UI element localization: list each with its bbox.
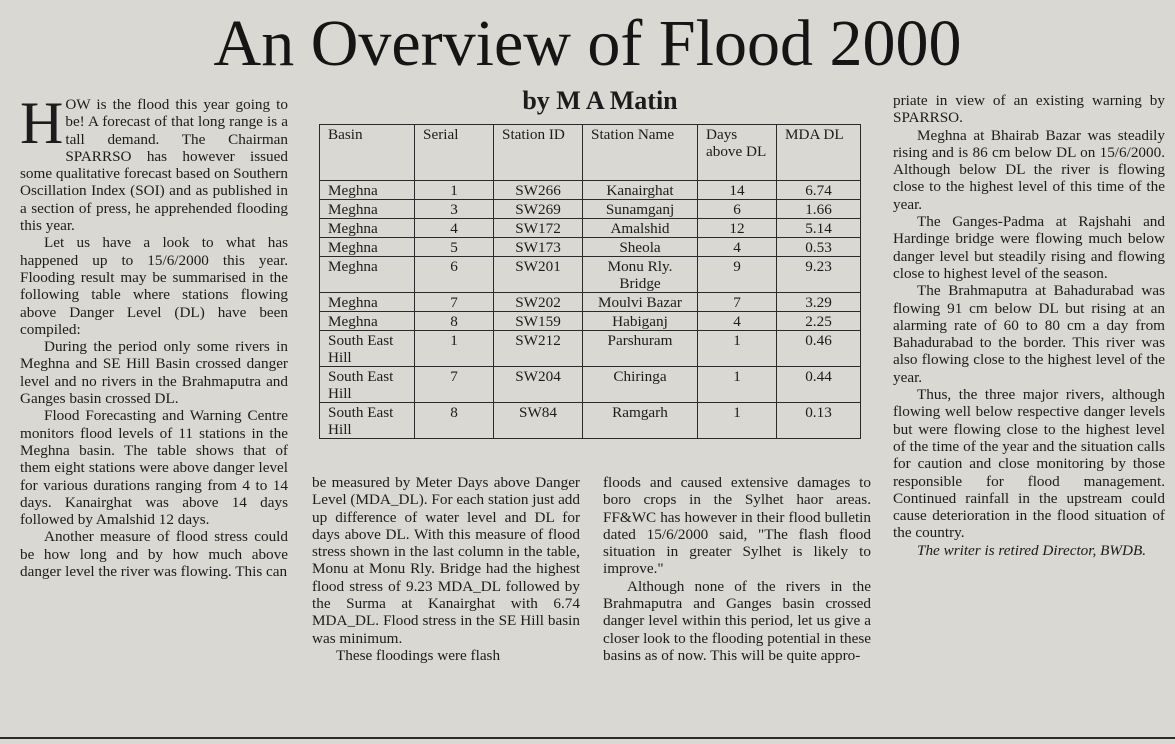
cell-mda-dl: 0.46	[777, 331, 861, 367]
cell-basin: South East Hill	[320, 367, 415, 403]
header-station-id: Station ID	[494, 125, 583, 181]
paragraph: Although none of the rivers in the Brahmaputra and Ganges basin crossed danger level within this period, let us give a closer look to the flooding potential in these basins as of now. This will be quite appro-	[603, 577, 871, 664]
cell-days-above-dl: 14	[698, 181, 777, 200]
cell-station-name: Sunamganj	[583, 200, 698, 219]
cell-days-above-dl: 4	[698, 312, 777, 331]
cell-station-name: Moulvi Bazar	[583, 293, 698, 312]
cell-days-above-dl: 6	[698, 200, 777, 219]
article-column-1	[20, 90, 288, 581]
table-row	[320, 219, 861, 238]
cell-days-above-dl: 4	[698, 238, 777, 257]
cell-serial: 7	[415, 293, 494, 312]
cell-station-id: SW84	[494, 403, 583, 439]
cell-station-id: SW204	[494, 367, 583, 403]
cell-days-above-dl: 1	[698, 403, 777, 439]
table-row	[320, 312, 861, 331]
cell-mda-dl: 0.53	[777, 238, 861, 257]
paragraph: floods and caused extensive damages to boro crops in the Sylhet haor areas. FF&WC has however in their flood bulletin dated 15/6/2000 said, "The flash flood situation in greater Sylhet is likely to improve."	[603, 474, 871, 578]
cell-mda-dl: 2.25	[777, 312, 861, 331]
cell-station-id: SW266	[494, 181, 583, 200]
cell-station-id: SW172	[494, 219, 583, 238]
cell-station-name: Chiringa	[583, 367, 698, 403]
headline: An Overview of Flood 2000	[213, 7, 962, 80]
cell-station-id: SW212	[494, 331, 583, 367]
author-note: The writer is retired Director, BWDB.	[917, 541, 1147, 559]
article-column-2	[312, 474, 580, 664]
cell-mda-dl: 9.23	[777, 257, 861, 293]
cell-days-above-dl: 1	[698, 331, 777, 367]
paragraph: The Ganges-Padma at Rajshahi and Hardinge bridge were flowing much below danger level but steadily rising and flowing close to highest level of the season.	[893, 213, 1165, 282]
table-row	[320, 293, 861, 312]
paragraph: Meghna at Bhairab Bazar was steadily rising and is 86 cm below DL on 15/6/2000. Although below DL the river is flowing close to the highest level of this time of the year.	[893, 126, 1165, 213]
cell-station-name: Habiganj	[583, 312, 698, 331]
paragraph: priate in view of an existing warning by SPARRSO.	[893, 92, 1165, 127]
cell-mda-dl: 1.66	[777, 200, 861, 219]
cell-station-name: Monu Rly. Bridge	[583, 257, 698, 293]
cell-serial: 1	[415, 181, 494, 200]
cell-days-above-dl: 7	[698, 293, 777, 312]
cell-station-id: SW269	[494, 200, 583, 219]
header-station-name: Station Name	[583, 125, 698, 181]
paragraph: Let us have a look to what has happened up to 15/6/2000 this year. Flooding result may be summarised in the following table where stations flowing above Danger Level (DL) have been compiled:	[20, 234, 288, 338]
cell-serial: 3	[415, 200, 494, 219]
table-row	[320, 403, 861, 439]
cell-station-name: Amalshid	[583, 219, 698, 238]
header-days-above-dl: Days above DL	[698, 125, 777, 181]
cell-basin: South East Hill	[320, 403, 415, 439]
paragraph: The Brahmaputra at Bahadurabad was flowing 91 cm below DL but rising at an alarming rate of 60 to 80 cm a day from Bahadurabad to the border. This river was also flowing close to the highest level of the year.	[893, 282, 1165, 386]
bottom-rule	[0, 737, 1175, 739]
paragraph: be measured by Meter Days above Danger Level (MDA_DL). For each station just add up difference of water level and DL for days above DL. With this measure of flood stress shown in the last column in the table, Monu at Monu Rly. Bridge had the highest flood stress of 9.23 MDA_DL followed by the Surma at Kanairghat with 6.74 MDA_DL. Flood stress in the SE Hill basin was minimum.	[312, 474, 580, 647]
cell-station-id: SW201	[494, 257, 583, 293]
table-row	[320, 367, 861, 403]
cell-station-name: Parshuram	[583, 331, 698, 367]
paragraph-text: OW is the flood this year going to be! A forecast of that long range is a tall demand. The Chairman SPARRSO has however issued some qualitative forecast based on Southern Oscillation Index (SOI) and as published in a section of press, he apprehended flooding this year.	[20, 96, 288, 235]
cell-days-above-dl: 1	[698, 367, 777, 403]
table-row	[320, 238, 861, 257]
cell-station-name: Kanairghat	[583, 181, 698, 200]
cell-station-id: SW202	[494, 293, 583, 312]
paragraph: During the period only some rivers in Meghna and SE Hill Basin crossed danger level and no rivers in the Brahmaputra and Ganges basin crossed DL.	[20, 338, 288, 408]
cell-basin: Meghna	[320, 200, 415, 219]
table-header-row	[320, 125, 861, 181]
article-column-4	[893, 92, 1165, 559]
cell-mda-dl: 6.74	[777, 181, 861, 200]
article-column-3	[603, 474, 871, 664]
cell-serial: 8	[415, 403, 494, 439]
cell-basin: Meghna	[320, 293, 415, 312]
table-row	[320, 181, 861, 200]
paragraph: Flood Forecasting and Warning Centre monitors flood levels of 11 stations in the Meghna basin. The table shows that of them eight stations were above danger level for various durations ranging from 4 to 14 days. Kanairghat was above 14 days followed by Amalshid 12 days.	[20, 407, 288, 529]
paragraph: Thus, the three major rivers, although flowing well below respective danger levels but were flowing close to the highest level of the time of the year and the situation calls for caution and close monitoring by those responsible for flood management. Continued rainfall in the upstream could cause deterioration in the flood situation of the country.	[893, 386, 1165, 542]
cell-station-name: Ramgarh	[583, 403, 698, 439]
paragraph: Another measure of flood stress could be how long and by how much above danger level the river was flowing. This can	[20, 528, 288, 581]
cell-basin: Meghna	[320, 181, 415, 200]
cell-mda-dl: 0.44	[777, 367, 861, 403]
drop-cap: H	[20, 90, 64, 156]
cell-serial: 8	[415, 312, 494, 331]
table-row	[320, 200, 861, 219]
paragraph	[20, 90, 288, 235]
cell-basin: Meghna	[320, 238, 415, 257]
cell-serial: 7	[415, 367, 494, 403]
cell-station-id: SW159	[494, 312, 583, 331]
header-serial: Serial	[415, 125, 494, 181]
cell-basin: Meghna	[320, 312, 415, 331]
cell-days-above-dl: 12	[698, 219, 777, 238]
table-row	[320, 257, 861, 293]
cell-serial: 4	[415, 219, 494, 238]
cell-station-name: Sheola	[583, 238, 698, 257]
cell-basin: South East Hill	[320, 331, 415, 367]
table-row	[320, 331, 861, 367]
header-mda-dl: MDA DL	[777, 125, 861, 181]
byline: by M A Matin	[522, 86, 678, 115]
cell-basin: Meghna	[320, 257, 415, 293]
cell-serial: 5	[415, 238, 494, 257]
cell-mda-dl: 3.29	[777, 293, 861, 312]
cell-mda-dl: 5.14	[777, 219, 861, 238]
header-basin: Basin	[320, 125, 415, 181]
cell-basin: Meghna	[320, 219, 415, 238]
paragraph: These floodings were flash	[336, 646, 501, 664]
flood-stations-table	[319, 124, 861, 439]
cell-serial: 6	[415, 257, 494, 293]
cell-serial: 1	[415, 331, 494, 367]
cell-mda-dl: 0.13	[777, 403, 861, 439]
cell-station-id: SW173	[494, 238, 583, 257]
cell-days-above-dl: 9	[698, 257, 777, 293]
